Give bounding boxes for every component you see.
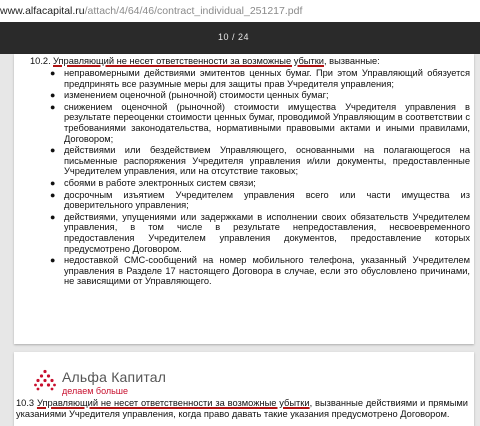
pdf-page-excerpt <box>14 352 474 426</box>
clause-title-underlined: Управляющий не несет ответственности за возможные убытки <box>36 398 310 408</box>
list-item <box>50 145 470 177</box>
address-path: /attach/4/64/46/contract_individual_251217.pdf <box>84 5 303 17</box>
list-item-text: снижением оценочной (рыночной) стоимости имущества Учредителя управления в результате переоценки стоимости ценных бумаг, проводимой Управляющим в соответствии с требованиями законодательства, нормативными правовыми актами и иными правилами, Договором; <box>64 101 470 144</box>
clause-number: 10.3 <box>16 398 35 408</box>
list-item <box>50 255 470 287</box>
bullet-icon: ● <box>50 189 56 200</box>
list-item-text: действиями, упущениями или задержками в исполнении своих обязательств Учредителем управления, в том числе в результате непредоставления, несвоевременного предоставления Учредителем управления документов, предоставление которых предусмотрено Договором. <box>64 211 470 254</box>
list-item <box>50 90 470 101</box>
list-item <box>50 178 470 189</box>
clause-number: 10.2. <box>30 56 51 66</box>
list-item-text: досрочным изъятием Учредителем управления всего или части имущества из доверительного управления; <box>64 189 470 211</box>
bullet-icon: ● <box>50 211 56 222</box>
pdf-toolbar <box>0 22 480 54</box>
list-item <box>50 68 470 89</box>
bullet-icon: ● <box>50 101 56 112</box>
pdf-page <box>14 54 474 344</box>
bullet-icon: ● <box>50 177 56 188</box>
brand-slogan: делаем больше <box>62 386 129 396</box>
page-counter: 10 / 24 <box>218 32 250 42</box>
clause-text: , вызванные действиями и прямыми указаниями Учредителя управления, когда право давать такие указания предусмотрено Договором. <box>16 398 469 419</box>
brand-name: Альфа Капитал <box>62 369 167 385</box>
clause-bullet-list <box>50 68 470 288</box>
list-item-text: недоставкой СМС-сообщений на номер мобильного телефона, указанный Учредителем управления в Разделе 17 настоящего Договора в случае, если это обусловлено причинами, не зависящими от Управляющего. <box>64 255 470 287</box>
clause-paragraph <box>16 398 468 419</box>
list-item <box>50 212 470 254</box>
clause-title-underlined: Управляющий не несет ответственности за возможные убытки <box>53 56 324 66</box>
bullet-icon: ● <box>50 68 56 78</box>
list-item-text: сбоями в работе электронных систем связи; <box>64 177 256 188</box>
bullet-icon: ● <box>50 90 56 101</box>
list-item-text: действиями или бездействием Управляющего, основанными на полагающегося на письменные распоряжения Учредителя управления и/или документы, предоставленные Учредителем управления, или на отсутствие таковых; <box>64 145 470 177</box>
list-item <box>50 102 470 144</box>
bullet-icon: ● <box>50 255 56 266</box>
list-item-text: изменением оценочной (рыночной) стоимости ценных бумаг; <box>64 90 329 101</box>
alfa-capital-logo-icon <box>34 369 56 391</box>
clause-title-rest: , вызванные: <box>324 56 380 66</box>
list-item-text: неправомерными действиями эмитентов ценных бумаг. При этом Управляющий обязуется предпринять все разумные меры для защиты прав Учредителя управления; <box>64 68 470 89</box>
address-host: www.alfacapital.ru <box>0 5 85 17</box>
list-item <box>50 190 470 211</box>
pdf-viewer[interactable] <box>0 22 480 426</box>
bullet-icon: ● <box>50 145 56 156</box>
clause-title <box>53 56 380 67</box>
address-bar[interactable] <box>0 0 480 23</box>
